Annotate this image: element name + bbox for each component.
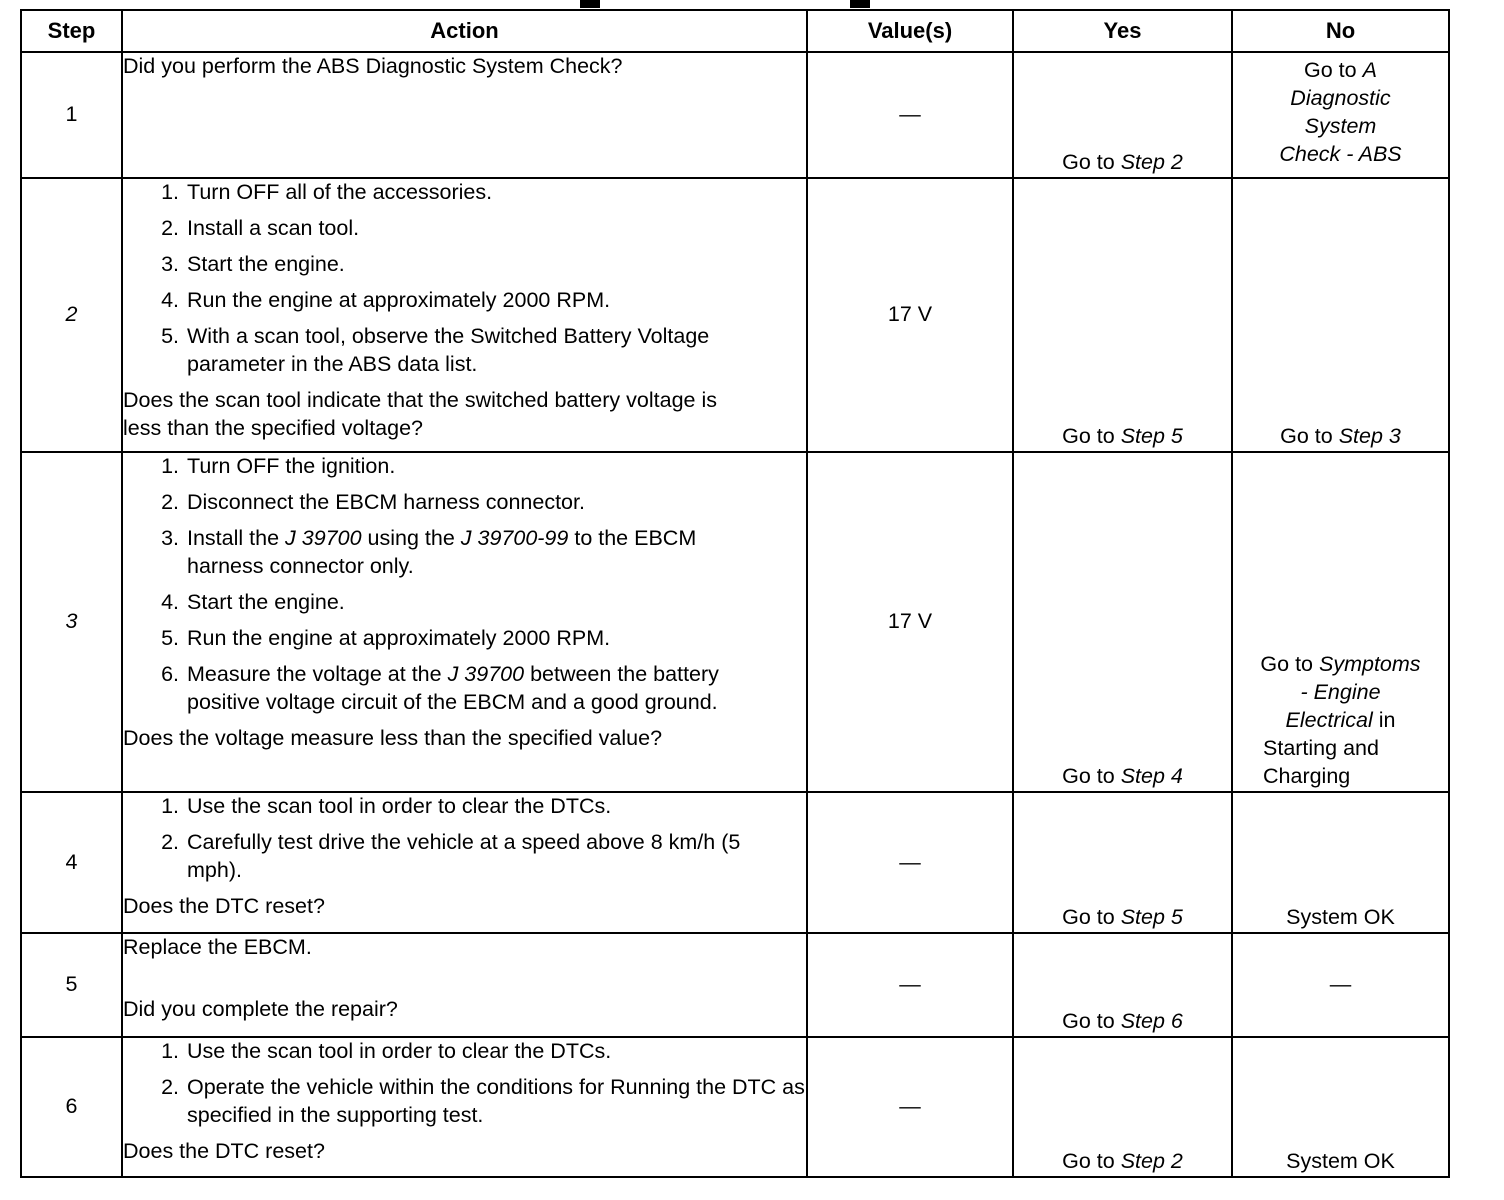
action-cell bbox=[122, 792, 807, 933]
table-row bbox=[21, 1037, 1449, 1177]
yes-cell bbox=[1013, 792, 1232, 933]
yes-link[interactable]: Step 5 bbox=[1120, 905, 1183, 930]
list-item: 2. Operate the vehicle within the conditions for Running the DTC as specified in the supporting test. bbox=[161, 1074, 805, 1127]
action-intro: Replace the EBCM. bbox=[123, 935, 312, 959]
header-values: Value(s) bbox=[807, 10, 1013, 52]
list-item: 4. Run the engine at approximately 2000 RPM. bbox=[161, 287, 611, 312]
list-item: 3. Install the J 39700 using the J 39700-99 to the EBCM harness connector only. bbox=[161, 525, 697, 578]
value-cell: — bbox=[807, 792, 1013, 933]
scan-artifact bbox=[850, 0, 870, 8]
list-item: 1. Turn OFF the ignition. bbox=[161, 454, 396, 478]
yes-prefix: Go to bbox=[1062, 150, 1115, 175]
list-item: 2. Carefully test drive the vehicle at a speed above 8 km/h (5 mph). bbox=[161, 829, 741, 882]
header-row bbox=[21, 10, 1449, 52]
step-number: 1 bbox=[21, 52, 122, 178]
list-item: 5. With a scan tool, observe the Switched Battery Voltage parameter in the ABS data list. bbox=[161, 323, 710, 376]
header-step: Step bbox=[21, 10, 122, 52]
list-item: 6. Measure the voltage at the J 39700 between the battery positive voltage circuit of the EBCM and a good ground. bbox=[161, 661, 719, 714]
no-cell: System OK bbox=[1232, 792, 1449, 933]
tool-ref: J 39700-99 bbox=[460, 525, 569, 550]
step-list bbox=[123, 793, 806, 885]
no-link[interactable]: Electrical bbox=[1285, 708, 1373, 733]
list-item: 2. Disconnect the EBCM harness connector. bbox=[161, 489, 585, 514]
no-prefix: Go to bbox=[1304, 58, 1357, 82]
step-number: 2 bbox=[21, 178, 122, 452]
no-cell: System OK bbox=[1232, 1037, 1449, 1177]
no-prefix: Go to bbox=[1280, 424, 1333, 449]
table-row bbox=[21, 452, 1449, 792]
list-item: 3. Start the engine. bbox=[161, 251, 345, 276]
list-item: 1. Use the scan tool in order to clear the DTCs. bbox=[161, 794, 612, 818]
list-item: 1. Turn OFF all of the accessories. bbox=[161, 180, 493, 204]
value-cell: 17 V bbox=[807, 178, 1013, 452]
step-list bbox=[123, 453, 806, 717]
yes-link[interactable]: Step 6 bbox=[1120, 1009, 1183, 1034]
yes-cell bbox=[1013, 178, 1232, 452]
list-item: 4. Start the engine. bbox=[161, 589, 345, 614]
tool-ref: J 39700 bbox=[285, 525, 362, 550]
yes-cell bbox=[1013, 52, 1232, 178]
action-question: Did you complete the repair? bbox=[123, 996, 398, 1021]
no-cell bbox=[1232, 178, 1449, 452]
action-question: Does the scan tool indicate that the switched battery voltage is less than the specified voltage? bbox=[123, 387, 717, 440]
table-row bbox=[21, 933, 1449, 1037]
yes-prefix: Go to bbox=[1062, 1009, 1115, 1034]
table-row bbox=[21, 52, 1449, 178]
action-question: Does the DTC reset? bbox=[123, 893, 325, 918]
list-item: 1. Use the scan tool in order to clear the DTCs. bbox=[161, 1039, 612, 1063]
yes-cell bbox=[1013, 1037, 1232, 1177]
table-row bbox=[21, 178, 1449, 452]
list-item: 2. Install a scan tool. bbox=[161, 215, 360, 240]
action-cell bbox=[122, 52, 807, 178]
header-action: Action bbox=[122, 10, 807, 52]
yes-cell bbox=[1013, 933, 1232, 1037]
yes-link[interactable]: Step 2 bbox=[1120, 1149, 1183, 1174]
yes-cell bbox=[1013, 452, 1232, 792]
step-list bbox=[123, 1038, 806, 1130]
yes-prefix: Go to bbox=[1062, 1149, 1115, 1174]
header-no: No bbox=[1232, 10, 1449, 52]
no-cell: Go to Symptoms - Engine Electrical in Starting and Charging bbox=[1232, 452, 1449, 792]
value-cell: — bbox=[807, 933, 1013, 1037]
table-row bbox=[21, 792, 1449, 933]
value-cell: — bbox=[807, 52, 1013, 178]
step-number: 6 bbox=[21, 1037, 122, 1177]
value-cell: 17 V bbox=[807, 452, 1013, 792]
action-cell bbox=[122, 452, 807, 792]
action-question: Did you perform the ABS Diagnostic System Check? bbox=[123, 54, 623, 78]
yes-prefix: Go to bbox=[1062, 905, 1115, 930]
no-link[interactable]: System bbox=[1304, 113, 1377, 138]
no-cell: — bbox=[1232, 933, 1449, 1037]
no-link[interactable]: Symptoms bbox=[1319, 652, 1421, 677]
step-number: 5 bbox=[21, 933, 122, 1037]
no-link[interactable]: Check - ABS bbox=[1279, 141, 1402, 166]
yes-link[interactable]: Step 4 bbox=[1120, 764, 1183, 789]
yes-link[interactable]: Step 5 bbox=[1120, 424, 1183, 449]
step-number: 3 bbox=[21, 452, 122, 792]
scan-artifact bbox=[580, 0, 600, 8]
header-yes: Yes bbox=[1013, 10, 1232, 52]
diagnostic-table bbox=[20, 9, 1450, 1178]
no-link[interactable]: Step 3 bbox=[1338, 424, 1401, 449]
step-number: 4 bbox=[21, 792, 122, 933]
yes-prefix: Go to bbox=[1062, 424, 1115, 449]
value-cell: — bbox=[807, 1037, 1013, 1177]
action-question: Does the DTC reset? bbox=[123, 1138, 325, 1163]
tool-ref: J 39700 bbox=[447, 661, 525, 686]
no-cell bbox=[1232, 52, 1449, 178]
action-cell bbox=[122, 1037, 807, 1177]
action-cell bbox=[122, 178, 807, 452]
list-item: 5. Run the engine at approximately 2000 RPM. bbox=[161, 625, 611, 650]
no-link[interactable]: - Engine bbox=[1300, 680, 1381, 705]
yes-link[interactable]: Step 2 bbox=[1120, 150, 1183, 175]
yes-prefix: Go to bbox=[1062, 764, 1115, 789]
step-list bbox=[123, 179, 806, 379]
action-question: Does the voltage measure less than the specified value? bbox=[123, 725, 663, 750]
no-link[interactable]: Diagnostic bbox=[1290, 85, 1391, 110]
action-cell bbox=[122, 933, 807, 1037]
no-link[interactable]: A bbox=[1362, 58, 1377, 82]
no-prefix: Go to bbox=[1260, 652, 1314, 677]
